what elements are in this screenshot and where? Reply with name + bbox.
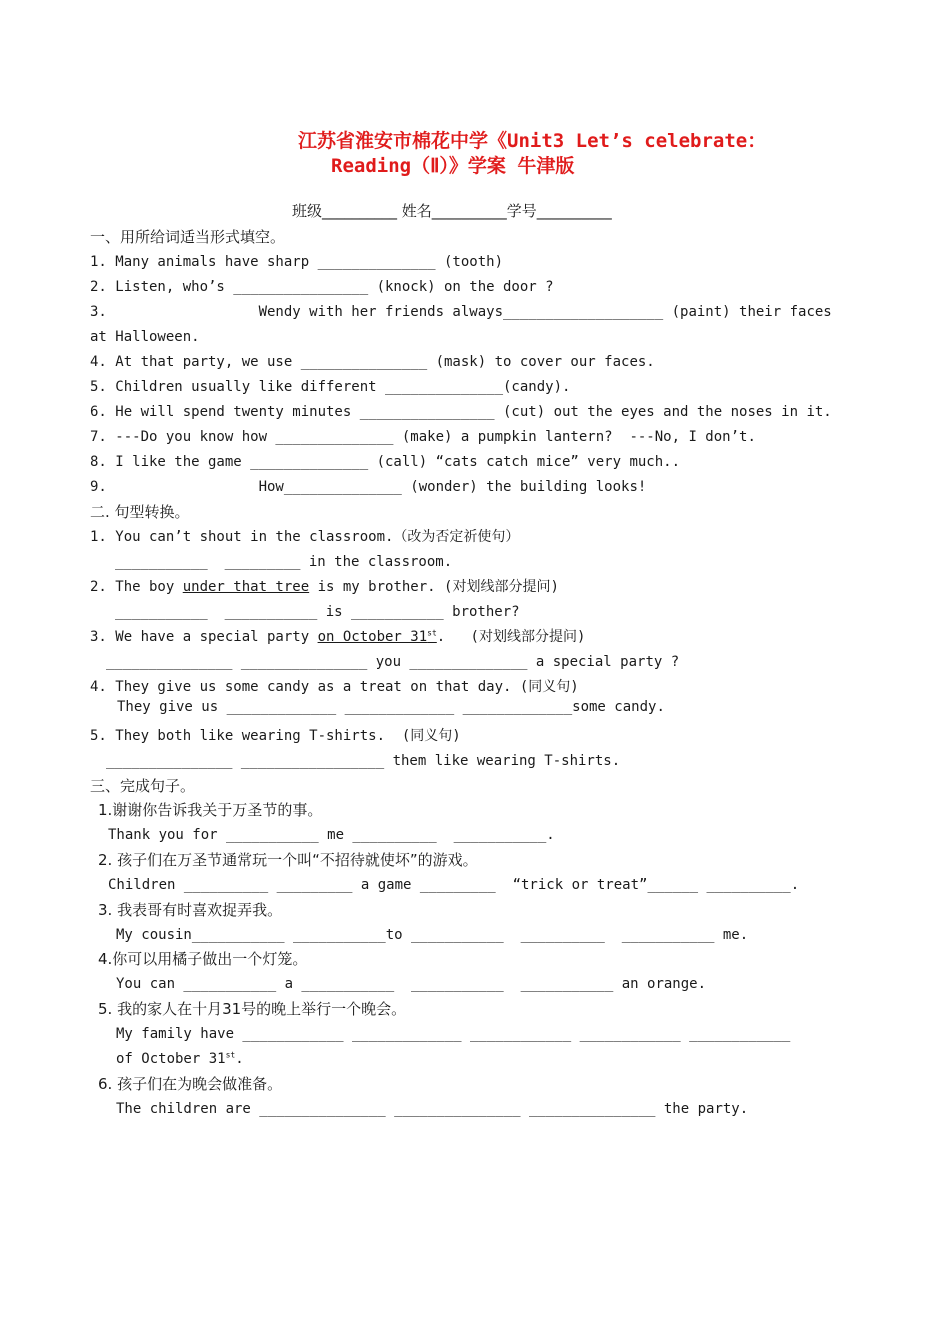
s1-line-7: 7. ---Do you know how ______________ (make) a pumpkin lantern? ---No, I don’t. bbox=[90, 429, 756, 445]
s3-item3-cn: 3. 我表哥有时喜欢捉弄我。 bbox=[98, 901, 283, 919]
s3-item5-date: of October 31 bbox=[116, 1051, 226, 1067]
s3-item5-sup: st bbox=[225, 1050, 236, 1060]
s2-q2-underlined: under that tree bbox=[182, 579, 310, 595]
s1-line-3-cont: at Halloween. bbox=[90, 329, 200, 345]
document-title-line2: Reading（Ⅱ）》学案 牛津版 bbox=[331, 155, 575, 177]
s3-item3-en: My cousin___________ ___________to ___________ __________ ___________ me. bbox=[116, 927, 749, 943]
s1-line-5: 5. Children usually like different ______________(candy). bbox=[90, 379, 571, 395]
student-info-line: 班级__________ 姓名__________学号__________ bbox=[292, 202, 612, 220]
s2-q3-underlined-text: on October 31 bbox=[317, 629, 428, 645]
s3-item6-cn: 6. 孩子们在为晚会做准备。 bbox=[98, 1075, 283, 1093]
s3-item1-en: Thank you for ___________ me __________ ___________. bbox=[108, 827, 555, 843]
s3-item5-cn: 5. 我的家人在十月31号的晚上举行一个晚会。 bbox=[98, 1000, 407, 1018]
s1-line-6: 6. He will spend twenty minutes ________________ (cut) out the eyes and the noses in it. bbox=[90, 404, 832, 420]
s2-q4: 4. They give us some candy as a treat on that day. (同义句) bbox=[90, 679, 579, 695]
s2-q1-answer: ___________ _________ in the classroom. bbox=[115, 554, 453, 570]
s2-q3-underlined bbox=[318, 629, 437, 645]
s3-item6-en: The children are _______________ _______________ _______________ the party. bbox=[116, 1101, 749, 1117]
s2-q5: 5. They both like wearing T-shirts. (同义句) bbox=[90, 728, 461, 744]
s3-item2-en: Children __________ _________ a game _________ “trick or treat”______ __________. bbox=[108, 877, 800, 893]
s3-item4-en: You can ___________ a ___________ ___________ ___________ an orange. bbox=[116, 976, 707, 992]
s3-item1-cn: 1.谢谢你告诉我关于万圣节的事。 bbox=[98, 801, 323, 819]
s1-line-3: 3. Wendy with her friends always___________________ (paint) their faces bbox=[90, 304, 832, 320]
s3-item2-cn: 2. 孩子们在万圣节通常玩一个叫“不招待就使坏”的游戏。 bbox=[98, 851, 478, 869]
s2-q2-pre: 2. The boy bbox=[90, 579, 183, 595]
s2-q3 bbox=[90, 628, 585, 646]
s2-q1: 1. You can’t shout in the classroom.（改为否定祈使句） bbox=[90, 529, 520, 545]
s1-line-1: 1. Many animals have sharp ______________ (tooth) bbox=[90, 254, 504, 270]
s2-q2 bbox=[90, 578, 559, 596]
section1-heading: 一、用所给词适当形式填空。 bbox=[90, 228, 286, 246]
s3-item4-cn: 4.你可以用橘子做出一个灯笼。 bbox=[98, 950, 308, 968]
s2-q3-post: . (对划线部分提问) bbox=[436, 629, 586, 645]
section3-heading: 三、完成句子。 bbox=[90, 777, 196, 795]
s1-line-9: 9. How______________ (wonder) the building looks! bbox=[90, 479, 647, 495]
s2-q2-post: is my brother. (对划线部分提问) bbox=[309, 579, 559, 595]
s1-line-4: 4. At that party, we use _______________ (mask) to cover our faces. bbox=[90, 354, 655, 370]
s3-item5-en: My family have ____________ _____________ ____________ ____________ ____________ bbox=[116, 1026, 791, 1042]
s2-q2-answer: ___________ ___________ is ___________ brother? bbox=[115, 604, 520, 620]
s1-line-8: 8. I like the game ______________ (call) “cats catch mice” very much.. bbox=[90, 454, 681, 470]
document-title-line1: 江苏省淮安市棉花中学《Unit3 Let’s celebrate： bbox=[298, 130, 767, 152]
s2-q3-answer: _______________ _______________ you ______________ a special party ? bbox=[106, 654, 680, 670]
s1-line-2: 2. Listen, who’s ________________ (knock) on the door ? bbox=[90, 279, 554, 295]
s2-q3-sup: st bbox=[427, 628, 437, 638]
section2-heading: 二. 句型转换。 bbox=[90, 503, 190, 521]
s2-q5-answer: _______________ _________________ them like wearing T-shirts. bbox=[106, 753, 621, 769]
s2-q3-pre: 3. We have a special party bbox=[90, 629, 318, 645]
s2-q4-answer: They give us _____________ _____________ _____________some candy. bbox=[117, 699, 665, 715]
s3-item5-dot: . bbox=[235, 1051, 244, 1067]
s3-item5-en-cont bbox=[116, 1050, 244, 1068]
